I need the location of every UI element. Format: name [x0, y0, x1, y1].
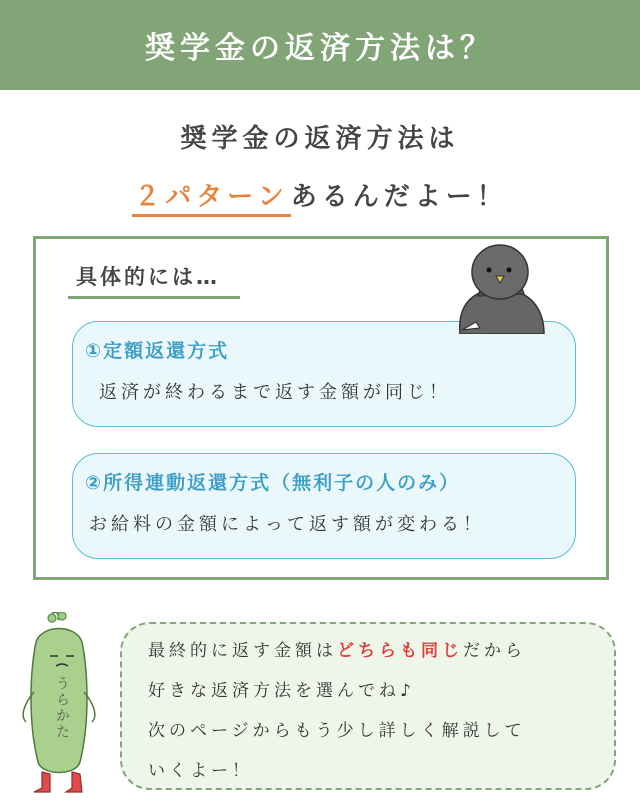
bubble-text: だから	[463, 641, 526, 661]
character-name: うらかた	[54, 676, 70, 740]
intro-line-2	[0, 176, 640, 213]
page-title: 奨学金の返済方法は？	[145, 31, 495, 66]
intro-line-1: 奨学金の返済方法は	[180, 124, 460, 154]
method-card-body: 返済が終わるまで返す金額が同じ！	[99, 382, 451, 403]
page-header	[0, 0, 640, 90]
intro-line-2-rest: あるんだよー！	[290, 182, 508, 212]
method-card-title: ②所得連動返還方式（無利子の人のみ）	[85, 472, 461, 494]
details-heading: 具体的には…	[76, 265, 220, 289]
method-card-body: お給料の金額によって返す額が変わる！	[89, 514, 485, 535]
speech-bubble	[120, 622, 616, 790]
details-heading-underline	[68, 296, 240, 299]
bubble-line-4: いくよー！	[148, 761, 253, 781]
method-card-fixed	[72, 321, 576, 427]
bubble-line-2: 好きな返済方法を選んでね♪	[148, 681, 415, 701]
pattern-count-highlight: ２パターン	[132, 182, 290, 217]
method-card-title: ①定額返還方式	[85, 340, 230, 362]
bubble-emphasis: どちらも同じ	[337, 641, 463, 661]
bubble-line-1	[148, 636, 526, 661]
bubble-line-3: 次のページからもう少し詳しく解説して	[148, 721, 526, 741]
bubble-text: 最終的に返す金額は	[148, 641, 337, 661]
method-card-income-linked	[72, 453, 576, 559]
crow-character-icon	[452, 242, 548, 334]
